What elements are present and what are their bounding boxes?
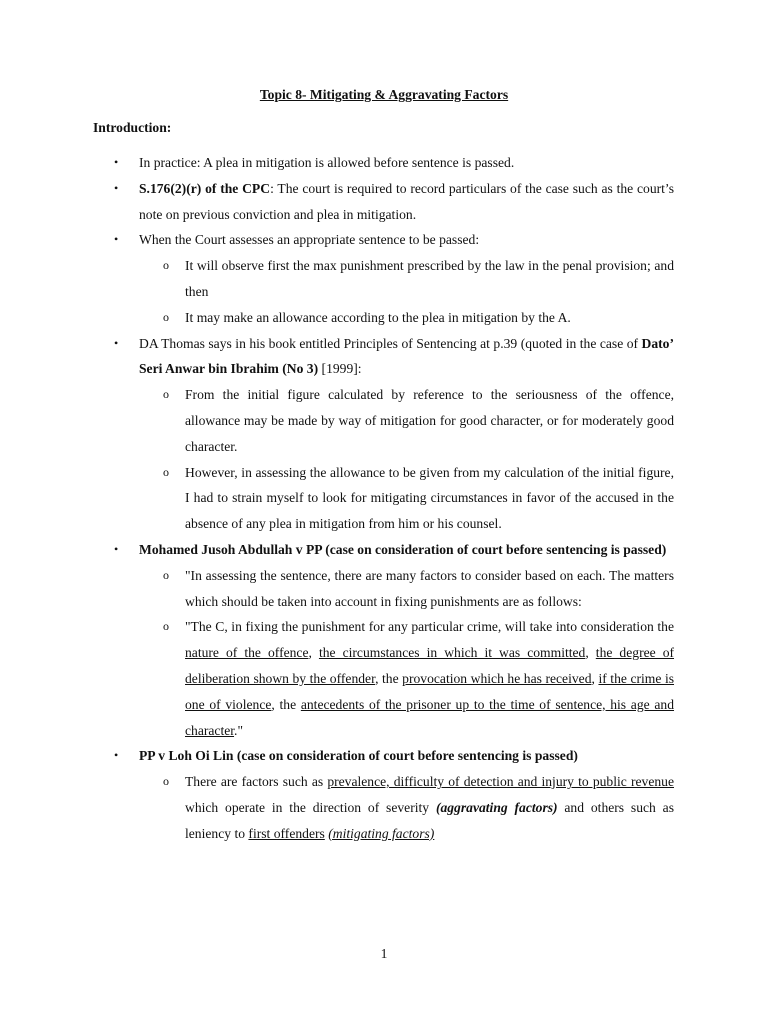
bullet-icon: • [114,232,119,247]
sub-bullet-icon: o [163,774,169,789]
bullet-text: When the Court assesses an appropriate sentence to be passed: [139,232,480,248]
sub-item [0,305,768,331]
factor-underlined: prevalence, difficulty of detection and injury to public revenue [327,774,674,790]
sub-item-text: "In assessing the sentence, there are many factors to consider based on each. The matters which should be taken into account in fixing punishments are as follows: [185,567,674,609]
page-title: Topic 8- Mitigating & Aggravating Factors [259,87,509,102]
bullet-text: In practice: A plea in mitigation is allowed before sentence is passed. [139,155,515,170]
bullet-icon: • [114,541,119,556]
sub-bullet-icon: o [163,309,169,324]
case-heading: Mohamed Jusoh Abdullah v PP (case on consideration of court before sentencing is passed) [139,541,667,557]
sub-item-text: It will observe first the max punishment prescribed by the law in the penal provision; and then [185,258,674,299]
sub-item-text: From the initial figure calculated by reference to the seriousness of the offence, allowance may be made by way of mitigation for good character, or for moderately good character. [185,387,674,454]
quote-text: , the [271,696,301,712]
bullet-list [0,150,768,847]
sub-item-text: which operate in the direction of severity [185,799,436,815]
quote-text: , [308,645,319,661]
sub-item [0,769,768,846]
sub-item-text: However, in assessing the allowance to be given from my calculation of the initial figure, I had to strain myself to look for mitigating circumstances in favor of the accused in the absence of any plea in mitigation from him or his counsel. [185,464,674,532]
sub-item-text: and others such as leniency to [185,799,675,841]
sub-item-text: It may make an allowance according to the plea in mitigation by the A. [185,309,571,325]
bullet-text: DA Thomas says in his book entitled Principles of Sentencing at p.39 (quoted in the case of [139,335,642,351]
quote-text: ." [234,722,243,738]
sub-bullet-icon: o [163,387,169,402]
bullet-item [0,537,768,563]
bullet-text-tail: [1999]: [318,361,362,377]
sub-item [0,614,768,743]
section-heading: Introduction: [93,120,172,135]
bullet-item [0,150,768,176]
factor-underlined: provocation which he has received [402,670,592,686]
bullet-icon: • [114,335,119,350]
factor-underlined: the circumstances in which it was committed [318,645,586,661]
quote-text: "The C, in fixing the punishment for any particular crime, will take into consideration the [185,619,674,635]
case-name: Dato’ Seri Anwar bin Ibrahim (No 3) [139,335,674,377]
bullet-item [0,176,768,228]
bullet-item [0,743,768,769]
page-number: 1 [380,946,388,961]
sub-bullet-icon: o [163,258,169,273]
quote-text: , the [375,670,403,686]
factor-underlined: first offenders [248,825,325,841]
sub-item [0,382,768,459]
factor-underlined: the degree of deliberation shown by the offender [185,645,675,686]
sub-item [0,460,768,537]
bullet-text: : The court is required to record particulars of the case such as the court’s note on previous conviction and plea in mitigation. [139,180,674,222]
bullet-item [0,331,768,383]
factor-underlined: if the crime is one of violence [185,670,675,712]
bullet-icon: • [114,748,119,763]
bullet-icon: • [114,155,119,169]
sub-bullet-icon: o [163,619,169,634]
sub-bullet-icon: o [163,567,169,582]
case-heading: PP v Loh Oi Lin (case on consideration of court before sentencing is passed) [139,748,578,764]
sub-item-text: There are factors such as [185,774,328,790]
quote-text: , [591,670,599,686]
sub-bullet-icon: o [163,464,169,479]
sub-item [0,563,768,615]
statute-reference: S.176(2)(r) of the CPC [139,180,271,196]
sub-item [0,253,768,305]
bullet-icon: • [114,180,119,195]
aggravating-label: (aggravating factors) [435,799,558,815]
quote-text: , [585,645,596,661]
mitigating-label: (mitigating factors) [328,825,435,841]
factor-underlined: antecedents of the prisoner up to the time of sentence, his age and character [185,696,675,738]
factor-underlined: nature of the offence [185,645,309,661]
bullet-item [0,227,768,253]
